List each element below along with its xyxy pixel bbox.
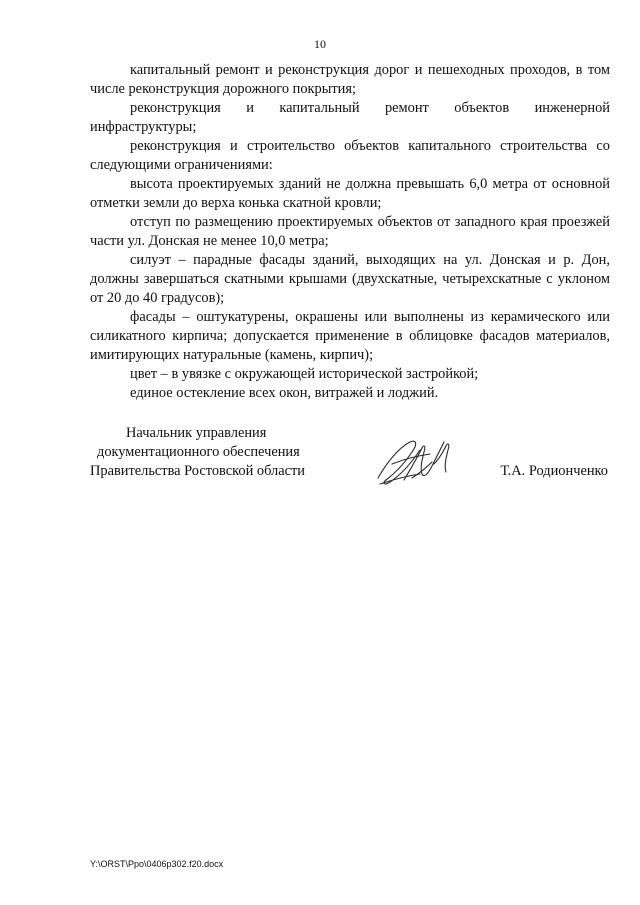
handwritten-signature: [372, 434, 462, 488]
signatory-position-line: Правительства Ростовской области: [90, 463, 305, 479]
paragraph-setback: отступ по размещению проектируемых объектов от западного края проезжей части ул. Донская не менее 10,0 метра;: [90, 214, 610, 249]
paragraph-color: цвет – в увязке с окружающей исторической застройкой;: [130, 366, 479, 382]
paragraph-height-limit: высота проектируемых зданий не должна превышать 6,0 метра от основной отметки земли до верха конька скатной кровли;: [90, 176, 610, 211]
page-number: 10: [314, 37, 326, 51]
paragraph-facades: фасады – оштукатурены, окрашены или выполнены из керамического или силикатного кирпича; допускается применение в облицовке фасадов материалов, имитирующих натуральные (камень, кирпич);: [90, 309, 610, 363]
file-path-footer: Y:\ORST\Ppo\0406p302.f20.docx: [90, 859, 224, 869]
paragraph-silhouette: силуэт – парадные фасады зданий, выходящих на ул. Донская и р. Дон, должны завершаться скатными крышами (двухскатные, четырехскатные с уклоном от 20 до 40 градусов);: [90, 252, 610, 306]
paragraph-engineering-infrastructure: реконструкция и капитальный ремонт объектов инженерной инфраструктуры;: [90, 100, 610, 135]
document-body: [90, 61, 610, 403]
signatory-position: [90, 424, 340, 481]
signatory-name: Т.А. Родионченко: [500, 463, 608, 479]
signatory-position-line: Начальник управления: [126, 425, 267, 441]
paragraph-construction-restrictions: реконструкция и строительство объектов капитального строительства со следующими ограничениями:: [90, 138, 610, 173]
paragraph-road-repair: капитальный ремонт и реконструкция дорог и пешеходных проходов, в том числе реконструкция дорожного покрытия;: [90, 62, 610, 97]
paragraph-glazing: единое остекление всех окон, витражей и лоджий.: [130, 385, 439, 401]
signatory-position-line: документационного обеспечения: [97, 444, 300, 460]
